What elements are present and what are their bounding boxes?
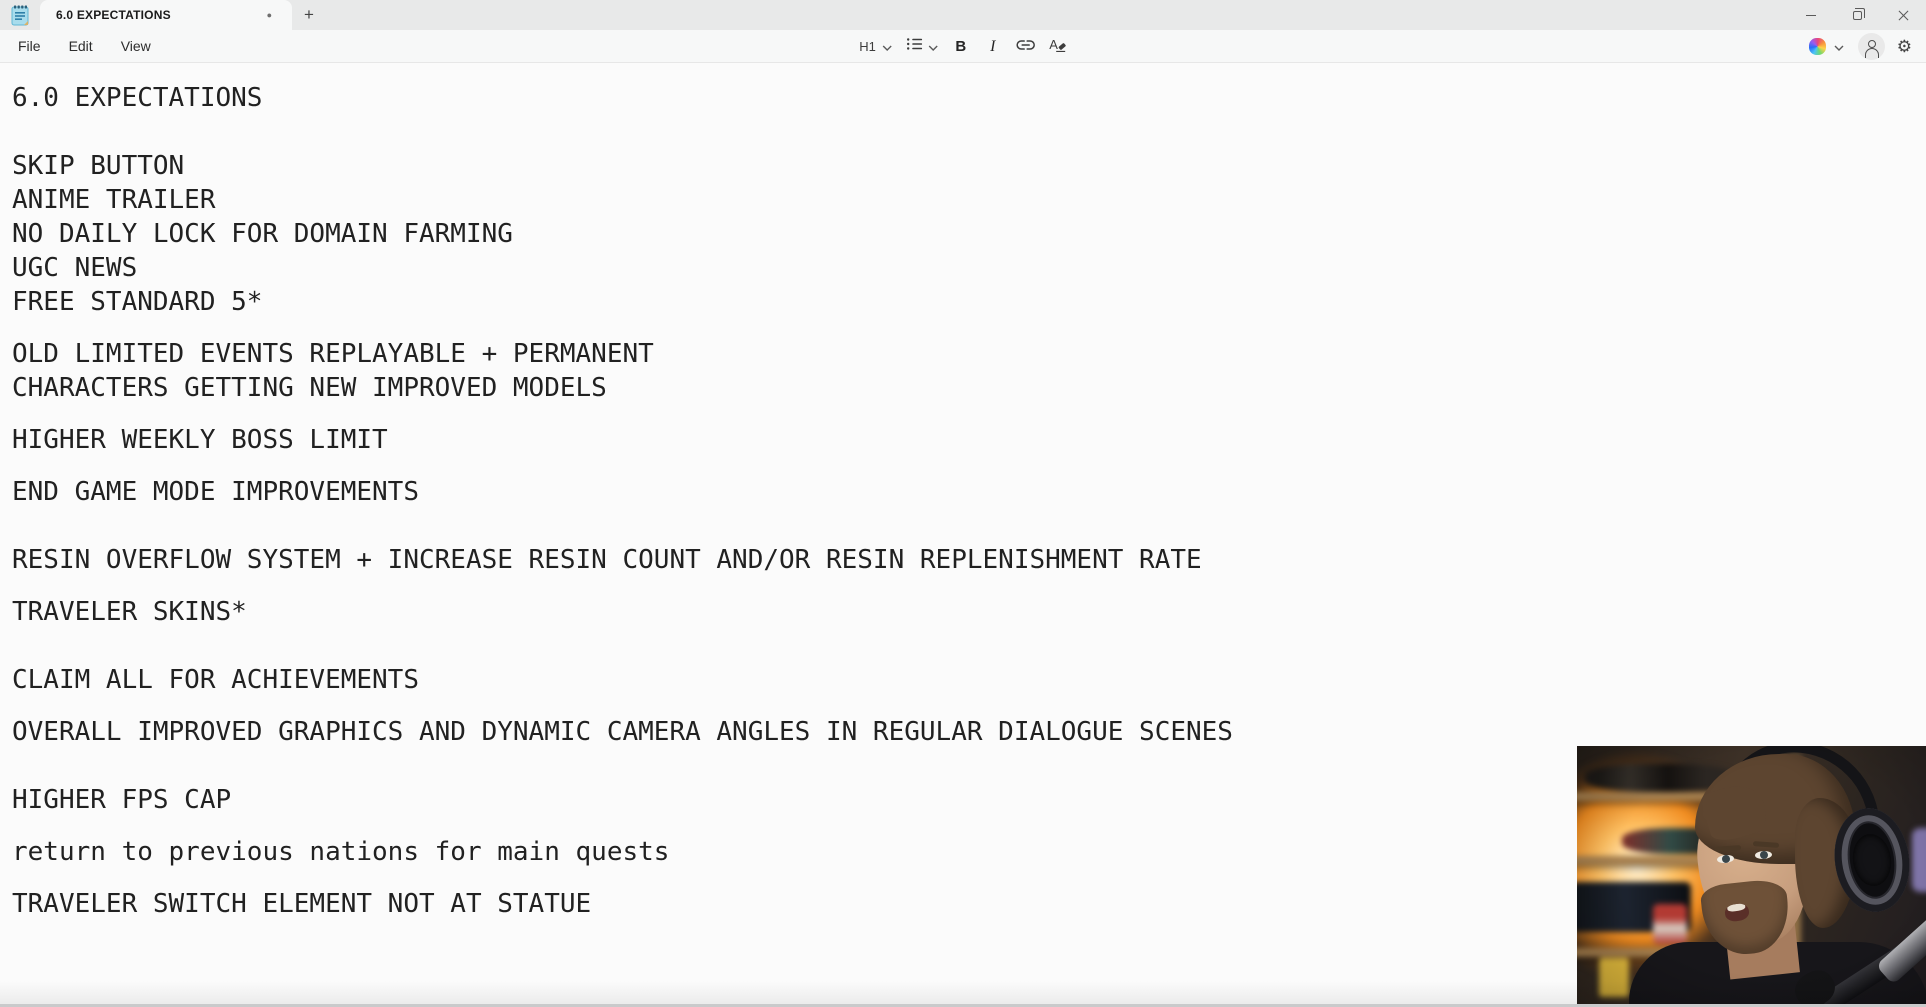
text-line: CLAIM ALL FOR ACHIEVEMENTS	[12, 665, 419, 695]
menu-file[interactable]: File	[18, 38, 41, 54]
chevron-down-icon	[928, 38, 938, 56]
list-style-button[interactable]	[902, 34, 942, 60]
menu-bar	[0, 30, 165, 63]
notepad-icon	[0, 0, 40, 30]
minimize-button[interactable]	[1788, 0, 1834, 30]
restore-button[interactable]	[1834, 0, 1880, 30]
chevron-down-icon	[882, 38, 892, 56]
text-line: TRAVELER SKINS*	[12, 597, 247, 627]
webcam-overlay	[1577, 746, 1926, 1007]
menu-edit[interactable]: Edit	[68, 38, 93, 54]
webcam-vignette	[1577, 746, 1926, 1007]
text-line: OLD LIMITED EVENTS REPLAYABLE + PERMANENT	[12, 339, 654, 369]
text-line: return to previous nations for main quests	[12, 837, 670, 867]
text-line: ANIME TRAILER	[12, 185, 216, 215]
link-icon	[1016, 38, 1035, 56]
svg-text:A: A	[1049, 36, 1058, 52]
text-line: TRAVELER SWITCH ELEMENT NOT AT STATUE	[12, 889, 592, 919]
settings-button[interactable]	[1895, 37, 1918, 57]
text-line: OVERALL IMPROVED GRAPHICS AND DYNAMIC CAMERA ANGLES IN REGULAR DIALOGUE SCENES	[12, 717, 1233, 747]
close-icon	[1898, 10, 1909, 21]
bold-button[interactable]: B	[955, 38, 967, 55]
window-controls	[1788, 0, 1926, 30]
paragraph	[12, 595, 1906, 629]
copilot-icon	[1809, 38, 1826, 55]
chevron-down-icon	[1834, 38, 1844, 56]
text-line: HIGHER WEEKLY BOSS LIMIT	[12, 425, 388, 455]
minimize-icon	[1806, 15, 1816, 16]
paragraph	[12, 475, 1906, 509]
text-line: HIGHER FPS CAP	[12, 785, 232, 815]
insert-link-button[interactable]	[1012, 34, 1039, 60]
text-line: 6.0 EXPECTATIONS	[12, 83, 263, 113]
paragraph	[12, 81, 1906, 115]
gear-icon: ⚙	[1896, 36, 1912, 56]
tab-6-0-expectations[interactable]	[40, 0, 292, 30]
copilot-button[interactable]	[1805, 38, 1848, 56]
restore-icon	[1853, 11, 1862, 20]
paragraph	[12, 715, 1906, 749]
clear-formatting-icon	[1049, 37, 1066, 57]
paragraph	[12, 149, 1906, 319]
formatting-toolbar	[855, 30, 1071, 63]
text-line: UGC NEWS	[12, 253, 138, 283]
text-line: RESIN OVERFLOW SYSTEM + INCREASE RESIN COUNT AND/OR RESIN REPLENISHMENT RATE	[12, 545, 1202, 575]
text-line: NO DAILY LOCK FOR DOMAIN FARMING	[12, 219, 513, 249]
account-button[interactable]	[1858, 33, 1885, 60]
text-line: CHARACTERS GETTING NEW IMPROVED MODELS	[12, 373, 607, 403]
text-line: FREE STANDARD 5*	[12, 287, 263, 317]
text-line: END GAME MODE IMPROVEMENTS	[12, 477, 419, 507]
clear-formatting-button[interactable]	[1045, 34, 1071, 60]
new-tab-button[interactable]: +	[304, 5, 314, 24]
close-button[interactable]	[1880, 0, 1926, 30]
italic-button[interactable]: I	[990, 37, 996, 55]
paragraph	[12, 543, 1906, 577]
account-icon	[1864, 40, 1878, 54]
list-icon	[906, 37, 922, 56]
paragraph	[12, 423, 1906, 457]
unsaved-indicator-dot: ●	[266, 9, 272, 20]
right-toolbar	[1805, 30, 1918, 63]
tab-title: 6.0 EXPECTATIONS	[56, 8, 171, 22]
heading-style-button[interactable]: H1	[855, 34, 896, 60]
text-line: SKIP BUTTON	[12, 151, 185, 181]
paragraph	[12, 337, 1906, 405]
paragraph	[12, 663, 1906, 697]
title-bar	[0, 0, 1926, 30]
menu-view[interactable]: View	[120, 38, 151, 54]
